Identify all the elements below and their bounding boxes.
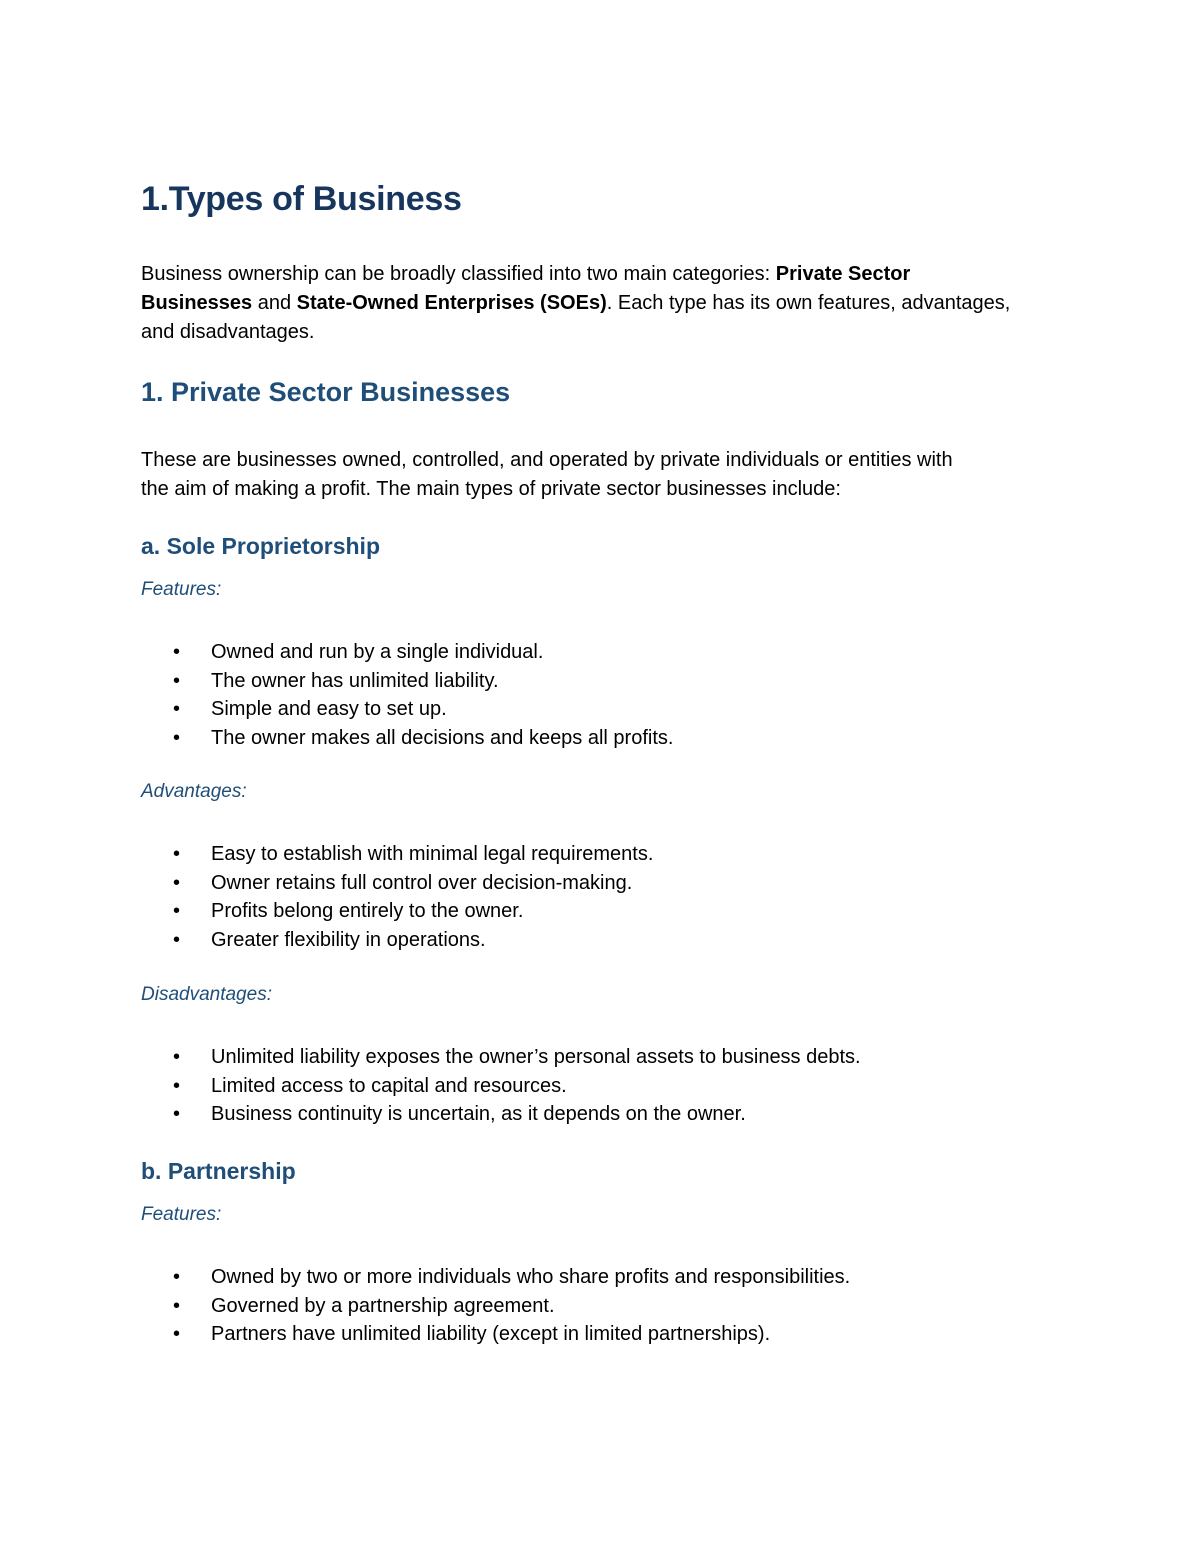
- list-item: [141, 724, 673, 753]
- sole-disadvantages-label: Disadvantages:: [141, 984, 272, 1005]
- bullet-icon: •: [173, 1074, 181, 1097]
- intro-text: Business ownership can be broadly classified into two main categories:: [141, 263, 776, 285]
- bullet-icon: •: [173, 900, 181, 922]
- list-item-text: Unlimited liability exposes the owner’s personal assets to business debts.: [211, 1046, 861, 1068]
- sole-features-list: [141, 638, 673, 752]
- list-item-text: Owner retains full control over decision-making.: [211, 871, 633, 894]
- bullet-icon: •: [173, 928, 181, 951]
- intro-text-suffix: . Each type has its own features, advantages,: [606, 292, 1011, 314]
- list-item-text: Business continuity is uncertain, as it depends on the owner.: [211, 1103, 746, 1125]
- sole-advantages-list: [141, 840, 653, 954]
- list-item: [141, 1100, 861, 1129]
- private-sector-paragraph: [141, 446, 953, 504]
- bullet-icon: •: [173, 843, 181, 865]
- list-item: [141, 695, 673, 724]
- list-item: [141, 638, 673, 667]
- partnership-features-list: [141, 1263, 850, 1349]
- section-heading-private-sector: 1. Private Sector Businesses: [141, 377, 511, 407]
- list-item-text: The owner makes all decisions and keeps all profits.: [211, 726, 674, 749]
- list-item: [141, 869, 653, 898]
- bullet-icon: •: [173, 669, 181, 692]
- bullet-icon: •: [173, 641, 181, 663]
- intro-line-2: [141, 289, 1010, 318]
- intro-bold-private-sector: Private Sector: [775, 263, 911, 285]
- sole-advantages-label: Advantages:: [141, 781, 247, 802]
- bullet-icon: •: [173, 1266, 181, 1288]
- list-item: [141, 1263, 850, 1292]
- list-item-text: Limited access to capital and resources.: [211, 1074, 567, 1097]
- list-item: [141, 1320, 850, 1349]
- list-item-text: Profits belong entirely to the owner.: [211, 900, 524, 922]
- intro-paragraph: [141, 260, 1010, 347]
- list-item-text: The owner has unlimited liability.: [211, 669, 499, 692]
- list-item: [141, 1043, 861, 1072]
- intro-bold-businesses: Businesses: [141, 292, 253, 314]
- sole-disadvantages-list: [141, 1043, 861, 1129]
- sole-features-label: Features:: [141, 579, 222, 600]
- bullet-icon: •: [173, 871, 181, 894]
- partnership-features-label: Features:: [141, 1204, 222, 1225]
- private-sector-line-2: the aim of making a profit. The main types of private sector businesses include:: [141, 478, 841, 500]
- bullet-icon: •: [173, 698, 181, 720]
- list-item: [141, 1072, 861, 1101]
- bullet-icon: •: [173, 1046, 181, 1068]
- bullet-icon: •: [173, 1294, 181, 1317]
- page-title: 1.Types of Business: [141, 180, 462, 218]
- list-item: [141, 897, 653, 926]
- list-item-text: Partners have unlimited liability (except in limited partnerships).: [211, 1323, 771, 1345]
- list-item-text: Owned and run by a single individual.: [211, 641, 544, 663]
- bullet-icon: •: [173, 726, 181, 749]
- intro-text-and: and: [252, 292, 297, 314]
- list-item: [141, 1292, 850, 1321]
- intro-line-3: and disadvantages.: [141, 321, 315, 343]
- list-item-text: Owned by two or more individuals who share profits and responsibilities.: [211, 1266, 851, 1288]
- list-item-text: Simple and easy to set up.: [211, 698, 447, 720]
- list-item-text: Governed by a partnership agreement.: [211, 1294, 555, 1317]
- list-item: [141, 667, 673, 696]
- bullet-icon: •: [173, 1103, 181, 1125]
- list-item-text: Easy to establish with minimal legal requirements.: [211, 843, 654, 865]
- list-item-text: Greater flexibility in operations.: [211, 928, 486, 951]
- list-item: [141, 840, 653, 869]
- private-sector-line-1: These are businesses owned, controlled, and operated by private individuals or entities with: [141, 449, 953, 471]
- intro-line-1: [141, 260, 1010, 289]
- subheading-sole-proprietorship: a. Sole Proprietorship: [141, 533, 380, 559]
- intro-bold-soes: State-Owned Enterprises (SOEs): [296, 292, 607, 314]
- bullet-icon: •: [173, 1323, 181, 1345]
- subheading-partnership: b. Partnership: [141, 1158, 296, 1184]
- list-item: [141, 926, 653, 955]
